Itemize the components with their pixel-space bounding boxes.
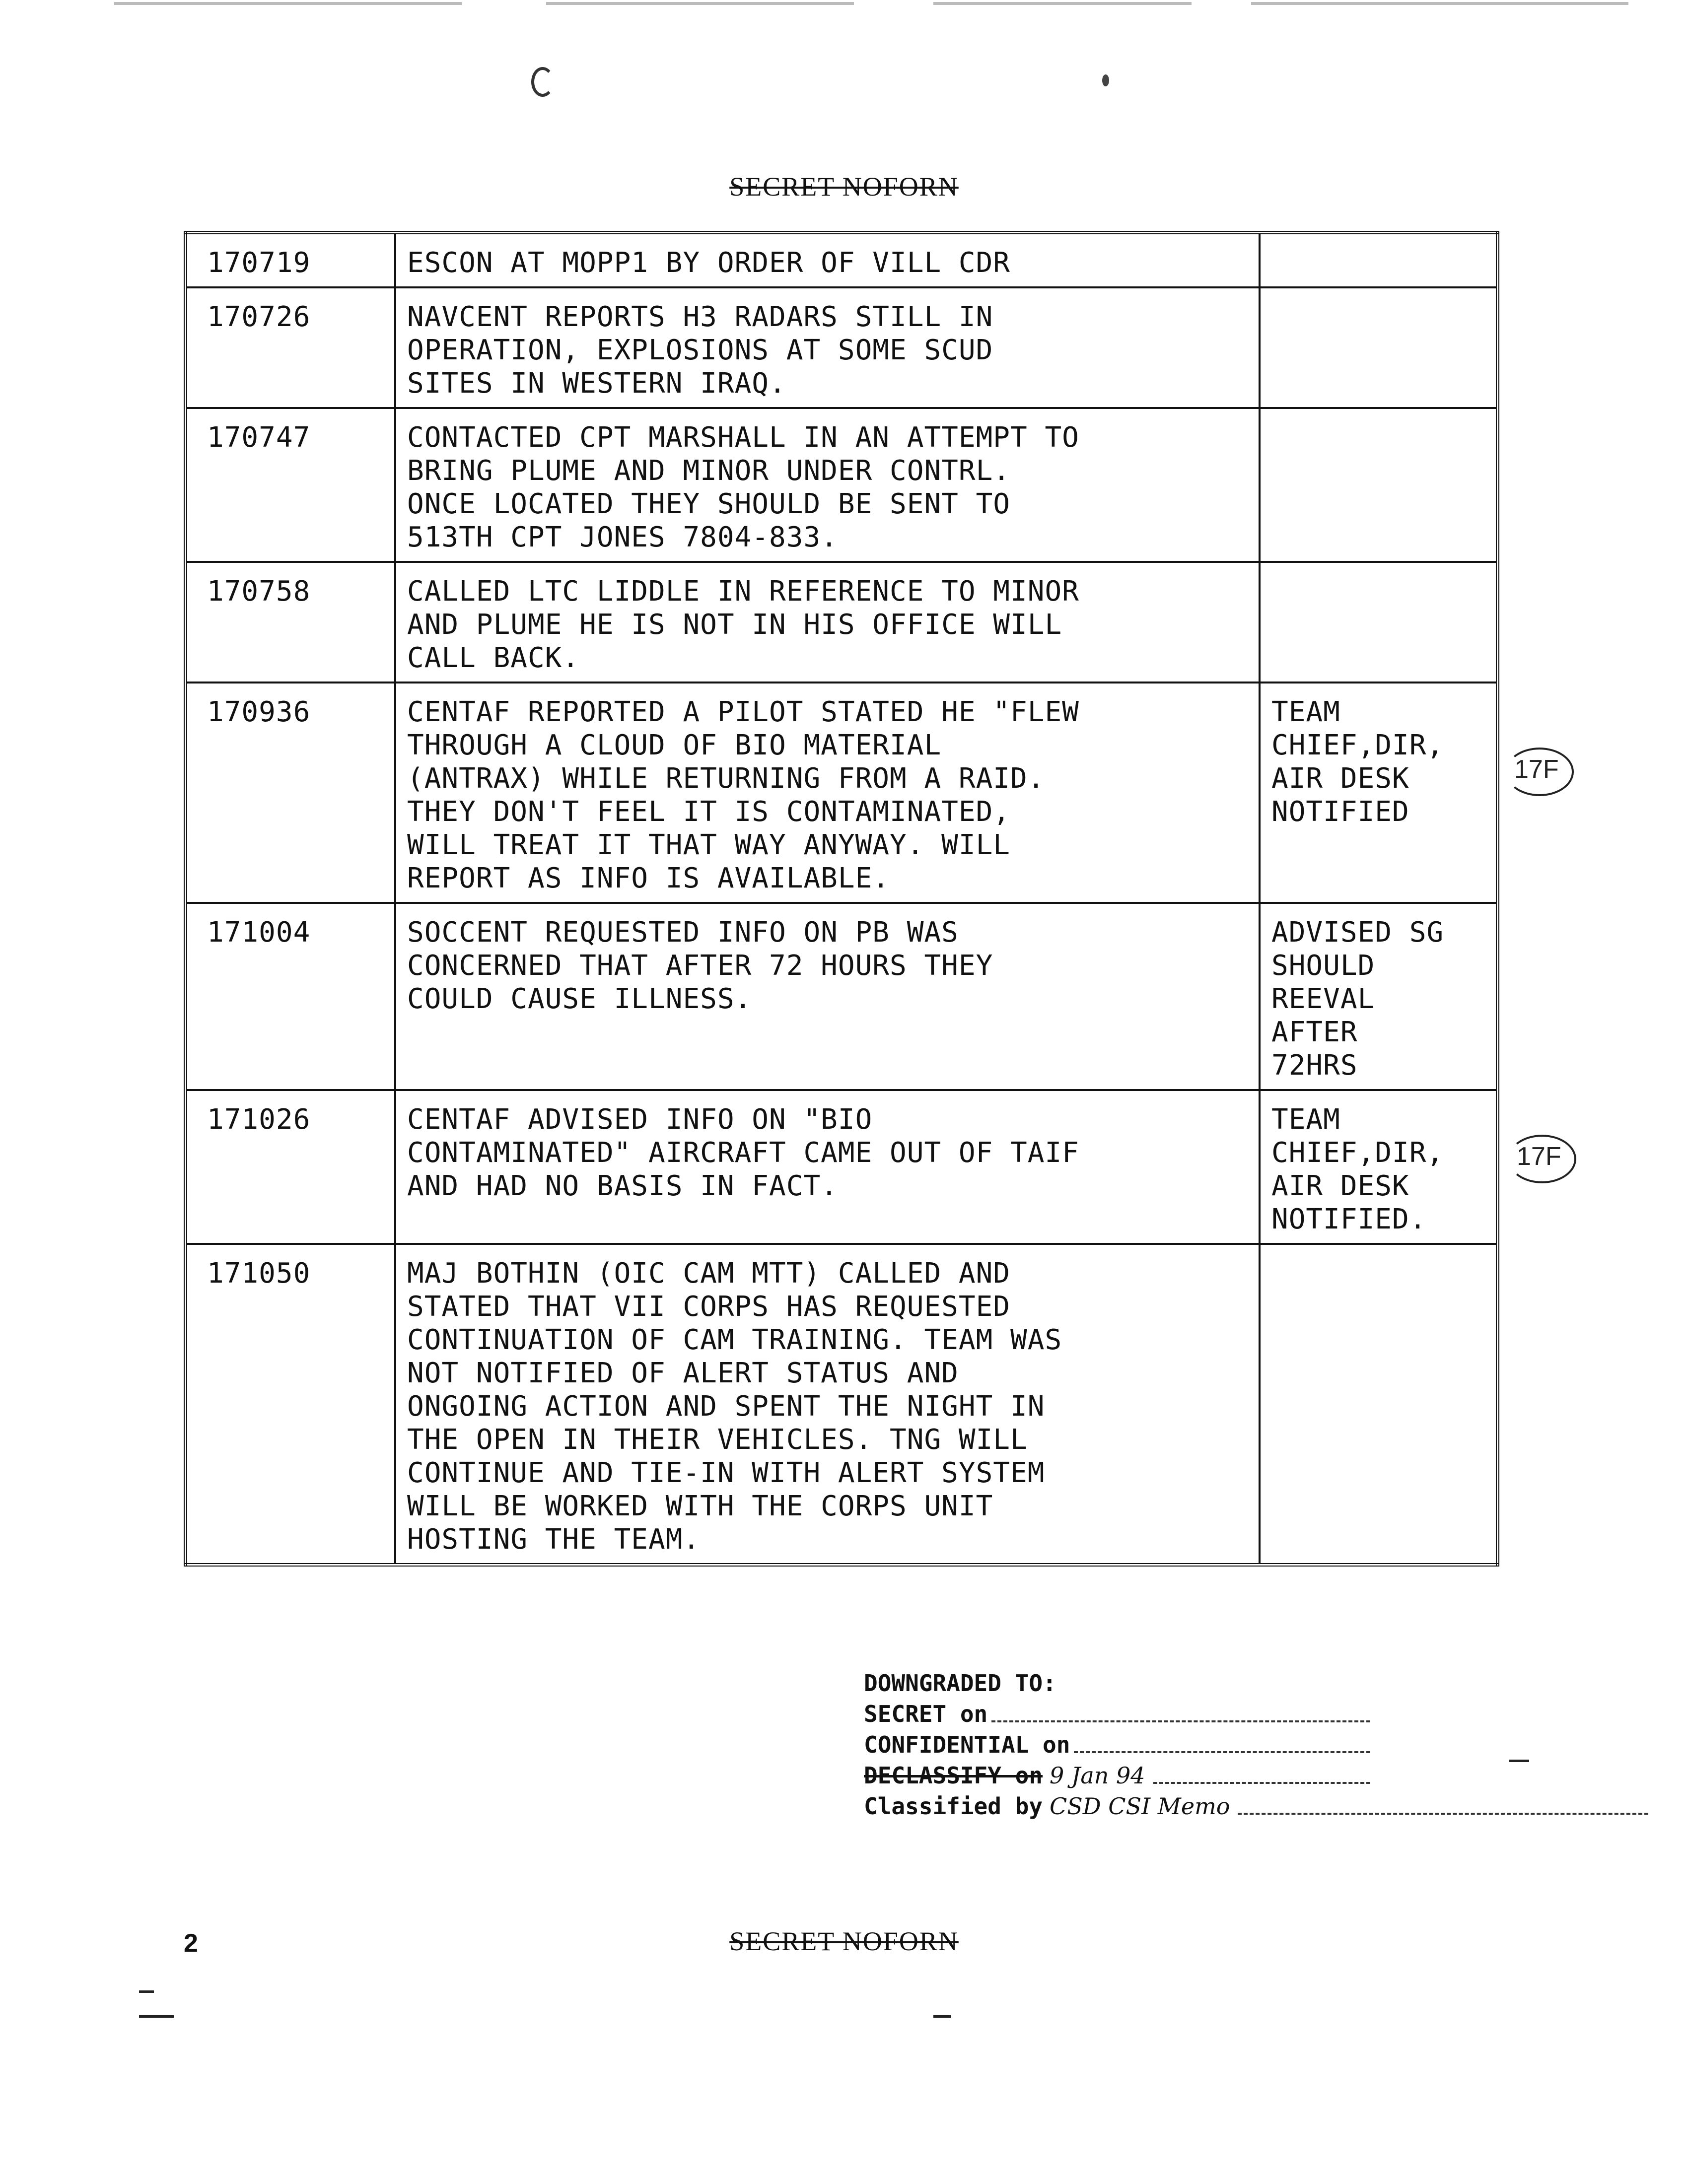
stamp-blank-line (1238, 1813, 1648, 1815)
stamp-declassify-date: 9 Jan 94 (1050, 1762, 1145, 1789)
log-note (1260, 287, 1498, 408)
log-time: 170747 (186, 408, 396, 562)
stamp-blank-line (1153, 1782, 1370, 1784)
log-entry: ESCON AT MOPP1 BY ORDER OF VILL CDR (395, 233, 1260, 288)
scan-mark (139, 1990, 154, 1993)
table-row (186, 562, 1498, 682)
log-entry: CONTACTED CPT MARSHALL IN AN ATTEMPT TO BRING PLUME AND MINOR UNDER CONTRL. ONCE LOCATED THEY SHOULD BE SENT TO 513TH CPT JONES 7804-833. (395, 408, 1260, 562)
circle-mark (1508, 1135, 1576, 1183)
log-entry: CENTAF REPORTED A PILOT STATED HE "FLEW THROUGH A CLOUD OF BIO MATERIAL (ANTRAX) WHILE RETURNING FROM A RAID. THEY DON'T FEEL IT IS CONTAMINATED, WILL TREAT IT THAT WAY ANYWAY. WILL REPORT AS INFO IS AVAILABLE. (395, 682, 1260, 903)
log-time: 170726 (186, 287, 396, 408)
table-row (186, 287, 1498, 408)
scan-edge-line (933, 2, 1192, 5)
log-time: 171026 (186, 1090, 396, 1244)
bottom-classification: SECRET NOFORN (729, 1926, 959, 1956)
stamp-secret-label: SECRET on (864, 1701, 988, 1727)
top-classification: SECRET NOFORN (729, 172, 959, 202)
punch-hole-mark (531, 67, 554, 97)
stamp-confidential-label: CONFIDENTIAL on (864, 1731, 1070, 1758)
scan-edge-line (114, 2, 462, 5)
scan-mark (139, 2015, 174, 2018)
stamp-confidential-row (864, 1729, 1370, 1760)
log-time: 171050 (186, 1244, 396, 1565)
log-note (1260, 233, 1498, 288)
table-row (186, 682, 1498, 903)
scan-edge-line (1251, 2, 1628, 5)
table-row (186, 903, 1498, 1090)
stamp-classified-by-label: Classified by (864, 1793, 1043, 1820)
scan-edge-line (546, 2, 854, 5)
log-time: 171004 (186, 903, 396, 1090)
log-time: 170936 (186, 682, 396, 903)
stamp-classified-by-row (864, 1791, 1648, 1822)
log-note (1260, 1244, 1498, 1565)
scan-mark (933, 2015, 951, 2018)
stamp-blank-line (991, 1720, 1370, 1722)
page-number: 2 (184, 1929, 198, 1958)
log-note: ADVISED SG SHOULD REEVAL AFTER 72HRS (1260, 903, 1498, 1090)
stamp-blank-line (1074, 1751, 1370, 1753)
punch-hole-mark (1102, 74, 1109, 86)
stamp-declassify-row (864, 1760, 1370, 1791)
circle-mark (1505, 748, 1574, 796)
scan-mark (1509, 1760, 1529, 1762)
table-row (186, 408, 1498, 562)
stamp-classified-by-value: CSD CSI Memo (1050, 1793, 1230, 1820)
log-entry: CENTAF ADVISED INFO ON "BIO CONTAMINATED" AIRCRAFT CAME OUT OF TAIF AND HAD NO BASIS IN FACT. (395, 1090, 1260, 1244)
log-entry: MAJ BOTHIN (OIC CAM MTT) CALLED AND STATED THAT VII CORPS HAS REQUESTED CONTINUATION OF CAM TRAINING. TEAM WAS NOT NOTIFIED OF ALERT STATUS AND ONGOING ACTION AND SPENT THE NIGHT IN THE OPEN IN THEIR VEHICLES. TNG WILL CONTINUE AND TIE-IN WITH ALERT SYSTEM WILL BE WORKED WITH THE CORPS UNIT HOSTING THE TEAM. (395, 1244, 1260, 1565)
log-note: TEAM CHIEF,DIR, AIR DESK NOTIFIED. (1260, 1090, 1498, 1244)
log-note (1260, 562, 1498, 682)
event-log-table (184, 231, 1499, 1567)
log-time: 170719 (186, 233, 396, 288)
table-row (186, 233, 1498, 288)
table-row (186, 1244, 1498, 1565)
log-note: TEAM CHIEF,DIR, AIR DESK NOTIFIED (1260, 682, 1498, 903)
handwritten-margin-note: 17F (1514, 754, 1559, 784)
log-time: 170758 (186, 562, 396, 682)
table-row (186, 1090, 1498, 1244)
handwritten-margin-note: 17F (1517, 1142, 1561, 1171)
stamp-title-row (864, 1668, 1658, 1699)
log-note (1260, 408, 1498, 562)
stamp-secret-row (864, 1699, 1370, 1729)
log-entry: NAVCENT REPORTS H3 RADARS STILL IN OPERATION, EXPLOSIONS AT SOME SCUD SITES IN WESTERN IRAQ. (395, 287, 1260, 408)
stamp-title: DOWNGRADED TO: (864, 1670, 1056, 1697)
log-entry: CALLED LTC LIDDLE IN REFERENCE TO MINOR AND PLUME HE IS NOT IN HIS OFFICE WILL CALL BACK. (395, 562, 1260, 682)
downgrade-stamp (864, 1668, 1658, 1822)
stamp-declassify-label: DECLASSIFY on (864, 1762, 1043, 1789)
log-entry: SOCCENT REQUESTED INFO ON PB WAS CONCERNED THAT AFTER 72 HOURS THEY COULD CAUSE ILLNESS. (395, 903, 1260, 1090)
